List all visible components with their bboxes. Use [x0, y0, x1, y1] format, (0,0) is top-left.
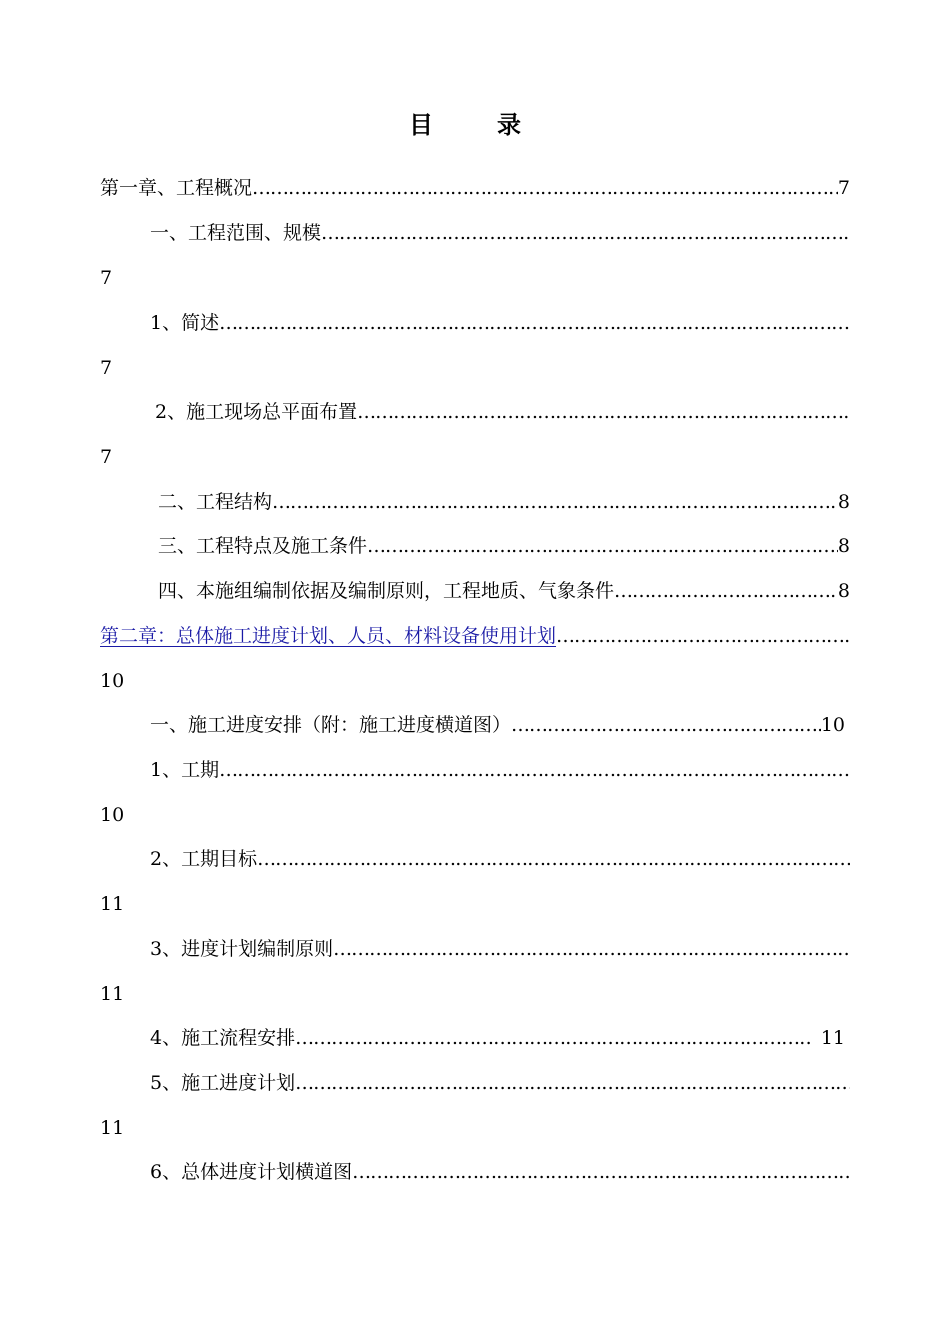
chapter-2-link[interactable]: 第二章：总体施工进度计划、人员、材料设备使用计划 [100, 625, 557, 647]
toc-leader [295, 1023, 813, 1053]
toc-label: 第一章、工程概况 [100, 177, 253, 199]
toc-page: 11 [100, 893, 125, 915]
toc-leader [357, 397, 850, 427]
toc-page: 10 [820, 714, 845, 736]
toc-label: 1、简述 [150, 312, 220, 334]
toc-page: 11 [100, 983, 125, 1005]
toc-leader [272, 487, 838, 517]
toc-leader [367, 531, 838, 561]
toc-entry-summary-page [100, 353, 850, 383]
toc-leader [219, 308, 850, 338]
toc-leader [252, 173, 838, 203]
toc-entry-basis[interactable] [100, 576, 850, 606]
toc-label: 三、工程特点及施工条件 [158, 535, 368, 557]
toc-label: 一、工程范围、规模 [150, 222, 322, 244]
toc-entry-scope-page [100, 263, 850, 293]
toc-page: 10 [100, 804, 125, 826]
toc-page: 10 [100, 670, 125, 692]
toc-entry-features[interactable] [100, 531, 850, 561]
toc-entry-duration-goal[interactable] [100, 844, 850, 874]
toc-leader [333, 934, 850, 964]
toc-entry-process[interactable] [100, 1023, 845, 1053]
toc-page: 11 [820, 1027, 845, 1049]
toc-page: 11 [100, 1117, 125, 1139]
toc-label: 1、工期 [150, 759, 220, 781]
toc-label: 四、本施组编制依据及编制原则，工程地质、气象条件 [158, 580, 615, 602]
toc-entry-duration[interactable] [100, 755, 850, 785]
toc-entry-duration-goal-page [100, 889, 850, 919]
toc-entry-duration-page [100, 800, 850, 830]
toc-page: 7 [100, 446, 113, 468]
toc-page: 7 [837, 177, 850, 199]
toc-entry-site-layout[interactable] [100, 397, 850, 427]
toc-page: 7 [100, 357, 113, 379]
toc-entry-progress-plan[interactable] [100, 1068, 850, 1098]
toc-leader [511, 710, 821, 740]
toc-leader [219, 755, 850, 785]
toc-leader [556, 621, 850, 651]
toc-entry-site-layout-page [100, 442, 850, 472]
toc-entry-chapter-2-page [100, 666, 850, 696]
toc-label: 3、进度计划编制原则 [150, 938, 334, 960]
toc-label: 6、总体进度计划横道图 [150, 1161, 353, 1183]
toc-label: 4、施工流程安排 [150, 1027, 296, 1049]
toc-label: 5、施工进度计划 [150, 1072, 296, 1094]
toc-leader [257, 844, 850, 874]
toc-page: 8 [837, 491, 850, 513]
toc-entry-chapter-2[interactable] [100, 621, 850, 651]
toc-leader [614, 576, 838, 606]
toc-leader [295, 1068, 850, 1098]
toc-entry-plan-principles[interactable] [100, 934, 850, 964]
toc-label: 2、工期目标 [150, 848, 258, 870]
toc-label: 2、施工现场总平面布置 [155, 401, 358, 423]
toc-entry-schedule[interactable] [100, 710, 845, 740]
toc-entry-chapter-1[interactable] [100, 173, 850, 203]
toc-page: 8 [837, 580, 850, 602]
toc-leader [352, 1157, 850, 1187]
toc-entry-progress-plan-page [100, 1113, 850, 1143]
page-title: 目 录 [409, 110, 541, 139]
toc-entry-structure[interactable] [100, 487, 850, 517]
toc-entry-scope[interactable] [100, 218, 850, 248]
toc-entry-summary[interactable] [100, 308, 850, 338]
toc-page: 7 [100, 267, 113, 289]
toc-entry-plan-principles-page [100, 979, 850, 1009]
toc-entry-gantt[interactable] [100, 1157, 850, 1187]
toc-label: 二、工程结构 [158, 491, 273, 513]
toc-leader [321, 218, 850, 248]
toc-page: 8 [837, 535, 850, 557]
toc-label: 一、施工进度安排（附：施工进度横道图） [150, 714, 512, 736]
